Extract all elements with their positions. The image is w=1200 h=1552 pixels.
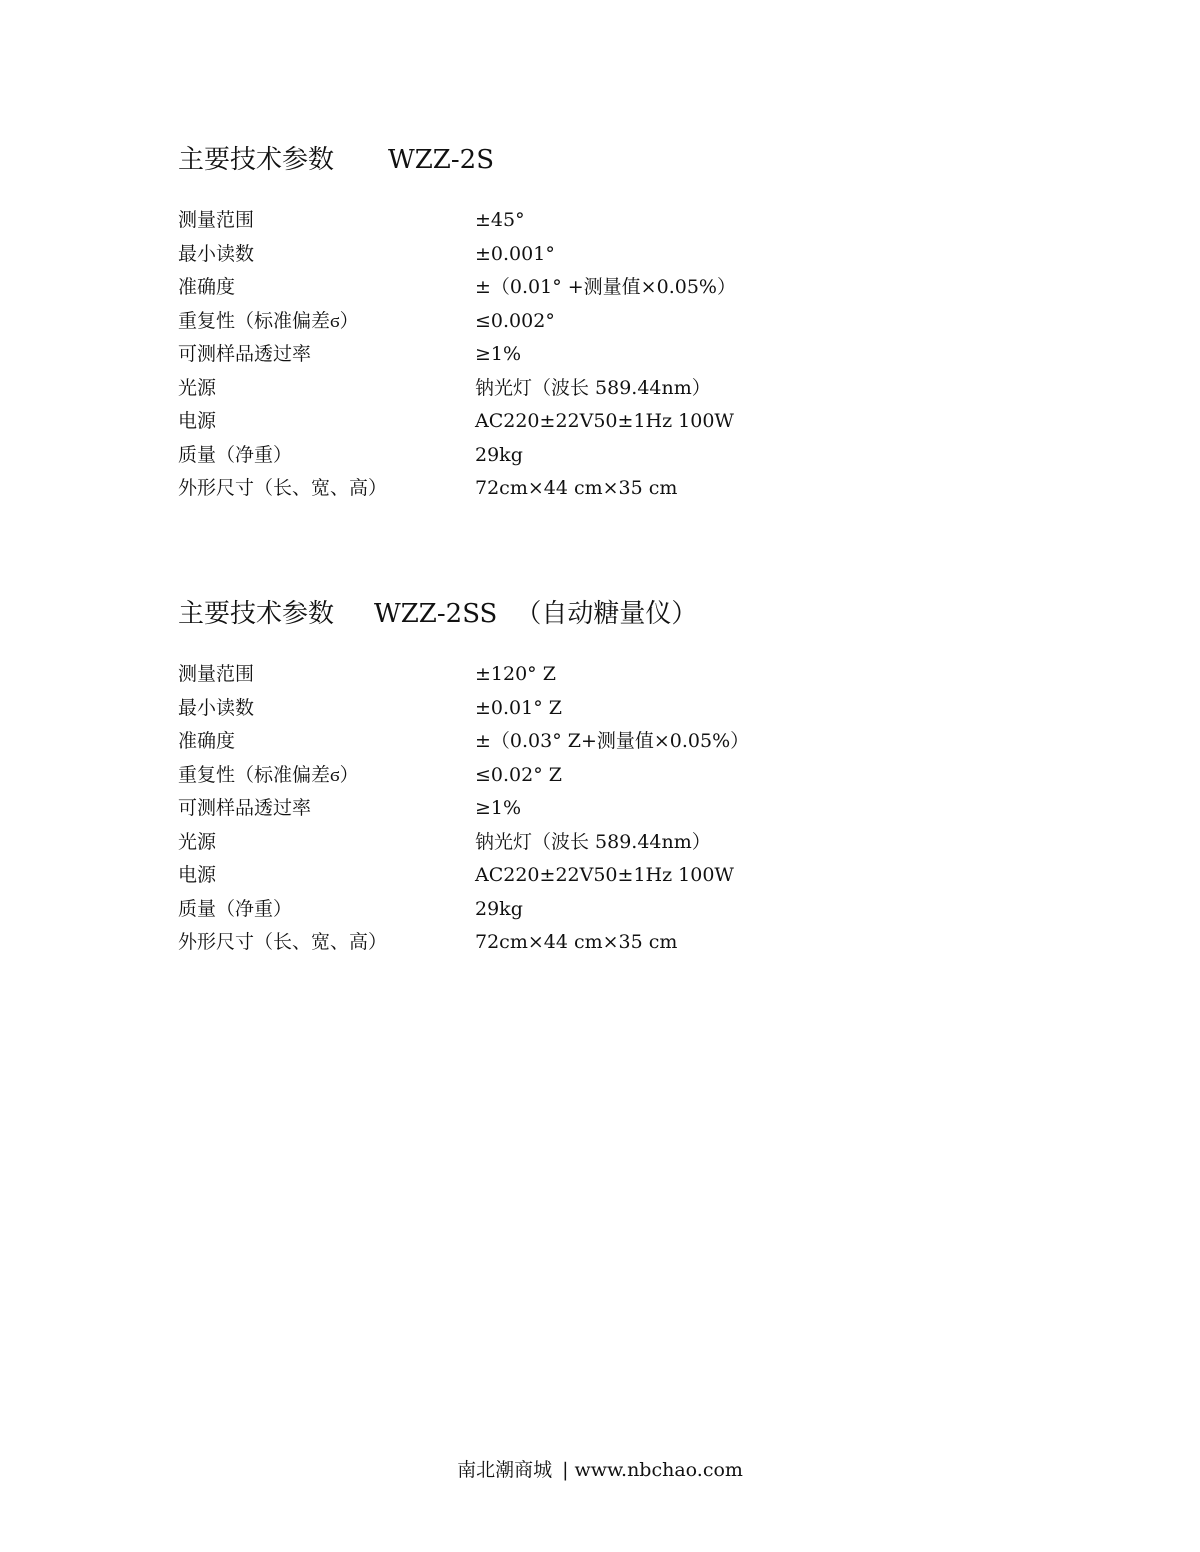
spec-value: ±（0.03° Z+测量值×0.05%） [475,730,750,752]
section-title: 主要技术参数 [178,145,335,175]
spec-value: ±0.01° Z [475,696,562,719]
spec-row [178,826,978,860]
spec-row [178,792,978,826]
spec-label: 最小读数 [178,242,255,265]
spec-label: 重复性（标准偏差ϭ） [178,309,359,332]
spec-list [178,658,978,960]
spec-label: 测量范围 [178,663,255,685]
model-name: WZZ-2S [388,145,495,175]
spec-label: 电源 [178,410,217,432]
spec-value: 钠光灯（波长 589.44nm） [475,830,711,853]
spec-row [178,405,978,439]
spec-value: AC220±22V50±1Hz 100W [475,864,734,886]
section-heading [178,594,978,634]
spec-label: 准确度 [178,276,236,298]
spec-row [178,893,978,927]
spec-row [178,692,978,726]
spec-value: AC220±22V50±1Hz 100W [475,410,734,432]
spec-label: 外形尺寸（长、宽、高） [178,477,388,499]
spec-value: ±120° Z [475,663,556,685]
spec-row [178,725,978,759]
spec-row [178,338,978,372]
section-heading [178,140,978,180]
spec-row [178,305,978,339]
spec-row [178,926,978,960]
spec-label: 最小读数 [178,696,255,719]
spec-row [178,439,978,473]
spec-value: 钠光灯（波长 589.44nm） [475,376,711,399]
spec-row [178,759,978,793]
spec-row [178,472,978,506]
spec-value: ≥1% [475,797,522,819]
footer-site-name: 南北潮商城 [457,1459,553,1481]
spec-value: ≤0.002° [475,309,555,332]
spec-value: 72cm×44 cm×35 cm [475,477,678,499]
footer-url[interactable]: www.nbchao.com [574,1459,743,1481]
spec-row [178,271,978,305]
model-name: WZZ-2SS [374,599,498,629]
spec-section-wzz-2s [178,140,978,506]
spec-value: ≥1% [475,343,522,365]
spec-value: ±45° [475,209,525,231]
spec-value: ±0.001° [475,242,555,265]
spec-list [178,204,978,506]
spec-row [178,859,978,893]
spec-row [178,658,978,692]
spec-label: 质量（净重） [178,443,293,466]
spec-label: 光源 [178,830,217,853]
spec-label: 准确度 [178,730,236,752]
spec-row [178,238,978,272]
spec-row [178,204,978,238]
spec-label: 可测样品透过率 [178,343,312,365]
spec-label: 外形尺寸（长、宽、高） [178,931,388,953]
page-footer [0,1456,1200,1484]
model-note: （自动糖量仪） [515,599,698,629]
spec-section-wzz-2ss [178,594,978,960]
spec-value: ±（0.01° +测量值×0.05%） [475,276,736,298]
spec-value: 29kg [475,443,523,466]
spec-value: 29kg [475,897,523,920]
spec-label: 测量范围 [178,209,255,231]
spec-value: ≤0.02° Z [475,763,562,786]
spec-label: 电源 [178,864,217,886]
footer-separator: | [562,1459,569,1481]
spec-label: 重复性（标准偏差ϭ） [178,763,359,786]
section-title: 主要技术参数 [178,599,335,629]
spec-value: 72cm×44 cm×35 cm [475,931,678,953]
spec-label: 可测样品透过率 [178,797,312,819]
spec-label: 光源 [178,376,217,399]
spec-row [178,372,978,406]
spec-label: 质量（净重） [178,897,293,920]
